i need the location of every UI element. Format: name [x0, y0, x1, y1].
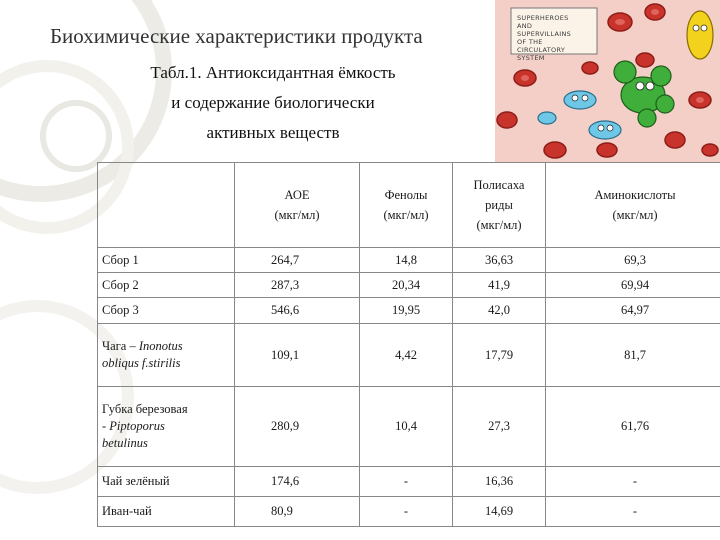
- aoe-value: 546,6: [235, 298, 360, 324]
- table-row: [98, 387, 720, 467]
- table-caption-line-3: активных веществ: [206, 123, 340, 142]
- aoe-value: 287,3: [235, 273, 360, 298]
- polysaccharides-value: 36,63: [453, 248, 546, 273]
- header-aoe: АОЕ (мкг/мл): [235, 163, 360, 248]
- slide-title: Биохимические характеристики продукта: [50, 24, 423, 48]
- phenols-value: 4,42: [360, 324, 453, 387]
- bioactive-table: [97, 162, 720, 527]
- polysaccharides-value: 42,0: [453, 298, 546, 324]
- row-name: Губка березовая - Piptoporus betulinus: [98, 387, 235, 467]
- polysaccharides-value: 14,69: [453, 497, 546, 527]
- table-row: [98, 497, 720, 527]
- table-header-row: [98, 163, 720, 248]
- amino-acids-value: 69,3: [546, 248, 720, 273]
- row-name: Сбор 1: [98, 248, 235, 273]
- phenols-value: 19,95: [360, 298, 453, 324]
- row-name: Чай зелёный: [98, 467, 235, 497]
- circulatory-system-illustration: [495, 0, 720, 162]
- aoe-value: 174,6: [235, 467, 360, 497]
- row-name: Иван-чай: [98, 497, 235, 527]
- table-caption-line-2: и содержание биологически: [171, 93, 375, 112]
- row-name: Сбор 2: [98, 273, 235, 298]
- row-name: Сбор 3: [98, 298, 235, 324]
- phenols-value: 10,4: [360, 387, 453, 467]
- row-name: Чага – Inonotus obliqus f.stirilis: [98, 324, 235, 387]
- table-row: [98, 298, 720, 324]
- polysaccharides-value: 16,36: [453, 467, 546, 497]
- phenols-value: -: [360, 467, 453, 497]
- amino-acids-value: 81,7: [546, 324, 720, 387]
- aoe-value: 80,9: [235, 497, 360, 527]
- header-polysaccharides: Полисаха риды (мкг/мл): [453, 163, 546, 248]
- phenols-value: 20,34: [360, 273, 453, 298]
- table-row: [98, 273, 720, 298]
- table-row: [98, 467, 720, 497]
- table-row: [98, 248, 720, 273]
- polysaccharides-value: 17,79: [453, 324, 546, 387]
- table-row: [98, 324, 720, 387]
- phenols-value: 14,8: [360, 248, 453, 273]
- header-amino-acids: Аминокислоты (мкг/мл): [546, 163, 720, 248]
- illustration-caption: SUPERHEROES AND SUPERVILLAINS OF THE CIRCULATORY SYSTEM: [517, 14, 572, 62]
- amino-acids-value: 69,94: [546, 273, 720, 298]
- aoe-value: 264,7: [235, 248, 360, 273]
- amino-acids-value: -: [546, 497, 720, 527]
- header-phenols: Фенолы (мкг/мл): [360, 163, 453, 248]
- polysaccharides-value: 41,9: [453, 273, 546, 298]
- polysaccharides-value: 27,3: [453, 387, 546, 467]
- aoe-value: 109,1: [235, 324, 360, 387]
- phenols-value: -: [360, 497, 453, 527]
- header-cell-empty: [98, 163, 235, 248]
- amino-acids-value: 61,76: [546, 387, 720, 467]
- table-caption-line-1: Табл.1. Антиоксидантная ёмкость: [150, 63, 396, 82]
- aoe-value: 280,9: [235, 387, 360, 467]
- amino-acids-value: 64,97: [546, 298, 720, 324]
- amino-acids-value: -: [546, 467, 720, 497]
